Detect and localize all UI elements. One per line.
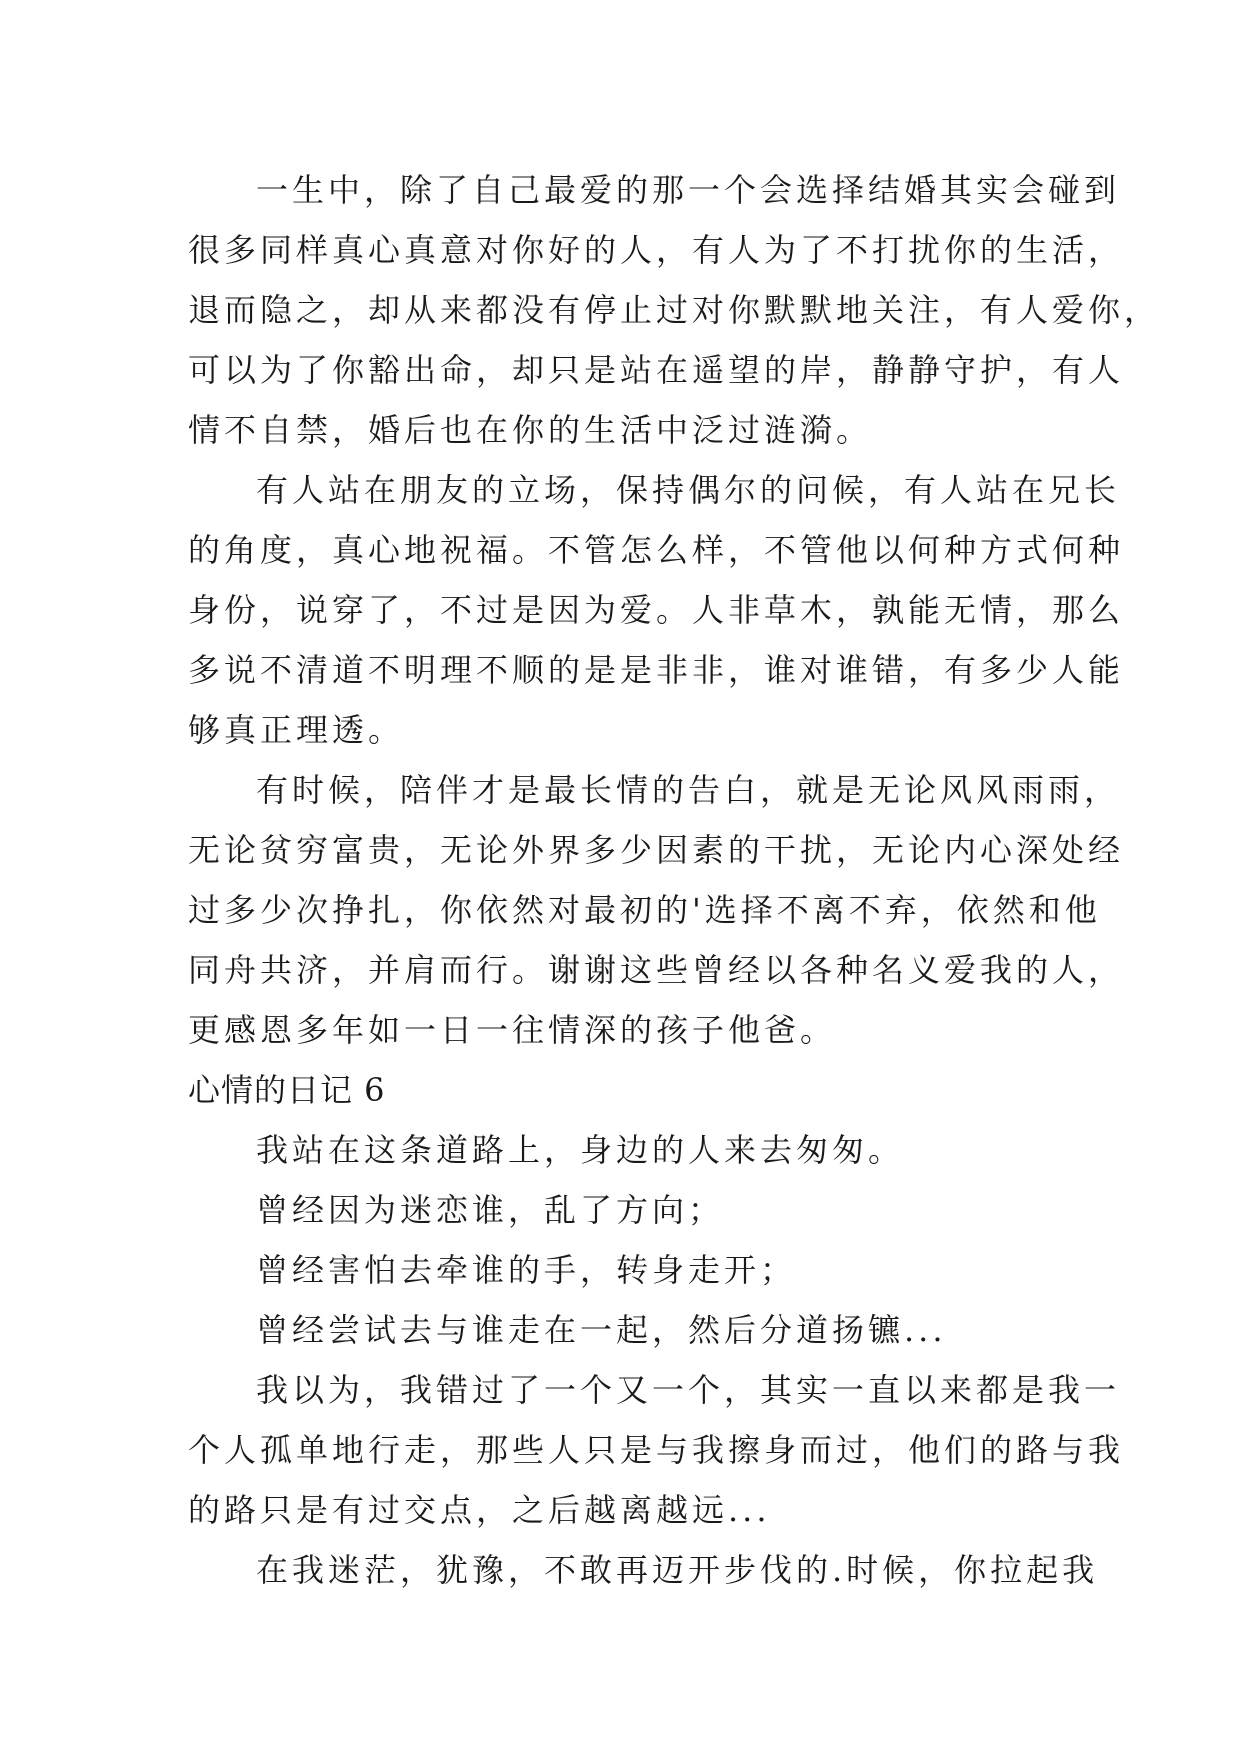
text-line: 个人孤单地行走，那些人只是与我擦身而过，他们的路与我	[188, 1431, 1125, 1469]
text-line: 情不自禁，婚后也在你的生活中泛过涟漪。	[188, 411, 873, 449]
text-line: 在我迷茫，犹豫，不敢再迈开步伐的.时候，你拉起我	[256, 1551, 1099, 1589]
text-line: 很多同样真心真意对你好的人，有人为了不打扰你的生活，	[188, 231, 1125, 269]
text-line: 我站在这条道路上，身边的人来去匆匆。	[256, 1131, 905, 1169]
text-line: 的路只是有过交点，之后越离越远...	[188, 1491, 771, 1529]
text-line: 无论贫穷富贵，无论外界多少因素的干扰，无论内心深处经	[188, 831, 1125, 869]
text-line: 够真正理透。	[188, 711, 405, 749]
text-line: 身份，说穿了，不过是因为爱。人非草木，孰能无情，那么	[188, 591, 1125, 629]
text-line: 有人站在朋友的立场，保持偶尔的问候，有人站在兄长	[256, 471, 1121, 509]
text-line: 过多少次挣扎，你依然对最初的'选择不离不弃，依然和他	[188, 891, 1101, 929]
document-body	[188, 160, 1161, 1600]
section-heading: 心情的日记 6	[188, 1071, 386, 1109]
text-line: 有时候，陪伴才是最长情的告白，就是无论风风雨雨，	[256, 771, 1121, 809]
text-line: 我以为，我错过了一个又一个，其实一直以来都是我一	[256, 1371, 1121, 1409]
text-line: 退而隐之，却从来都没有停止过对你默默地关注，有人爱你，	[188, 291, 1161, 329]
text-line: 多说不清道不明理不顺的是是非非，谁对谁错，有多少人能	[188, 651, 1125, 689]
text-line: 一生中，除了自己最爱的那一个会选择结婚其实会碰到	[256, 171, 1121, 209]
text-line: 曾经害怕去牵谁的手，转身走开；	[256, 1251, 797, 1289]
text-line: 曾经尝试去与谁走在一起，然后分道扬镳...	[256, 1311, 947, 1349]
text-line: 可以为了你豁出命，却只是站在遥望的岸，静静守护，有人	[188, 351, 1125, 389]
text-line: 曾经因为迷恋谁，乱了方向；	[256, 1191, 725, 1229]
text-line: 的角度，真心地祝福。不管怎么样，不管他以何种方式何种	[188, 531, 1125, 569]
text-line: 更感恩多年如一日一往情深的孩子他爸。	[188, 1011, 837, 1049]
text-line: 同舟共济，并肩而行。谢谢这些曾经以各种名义爱我的人，	[188, 951, 1125, 989]
